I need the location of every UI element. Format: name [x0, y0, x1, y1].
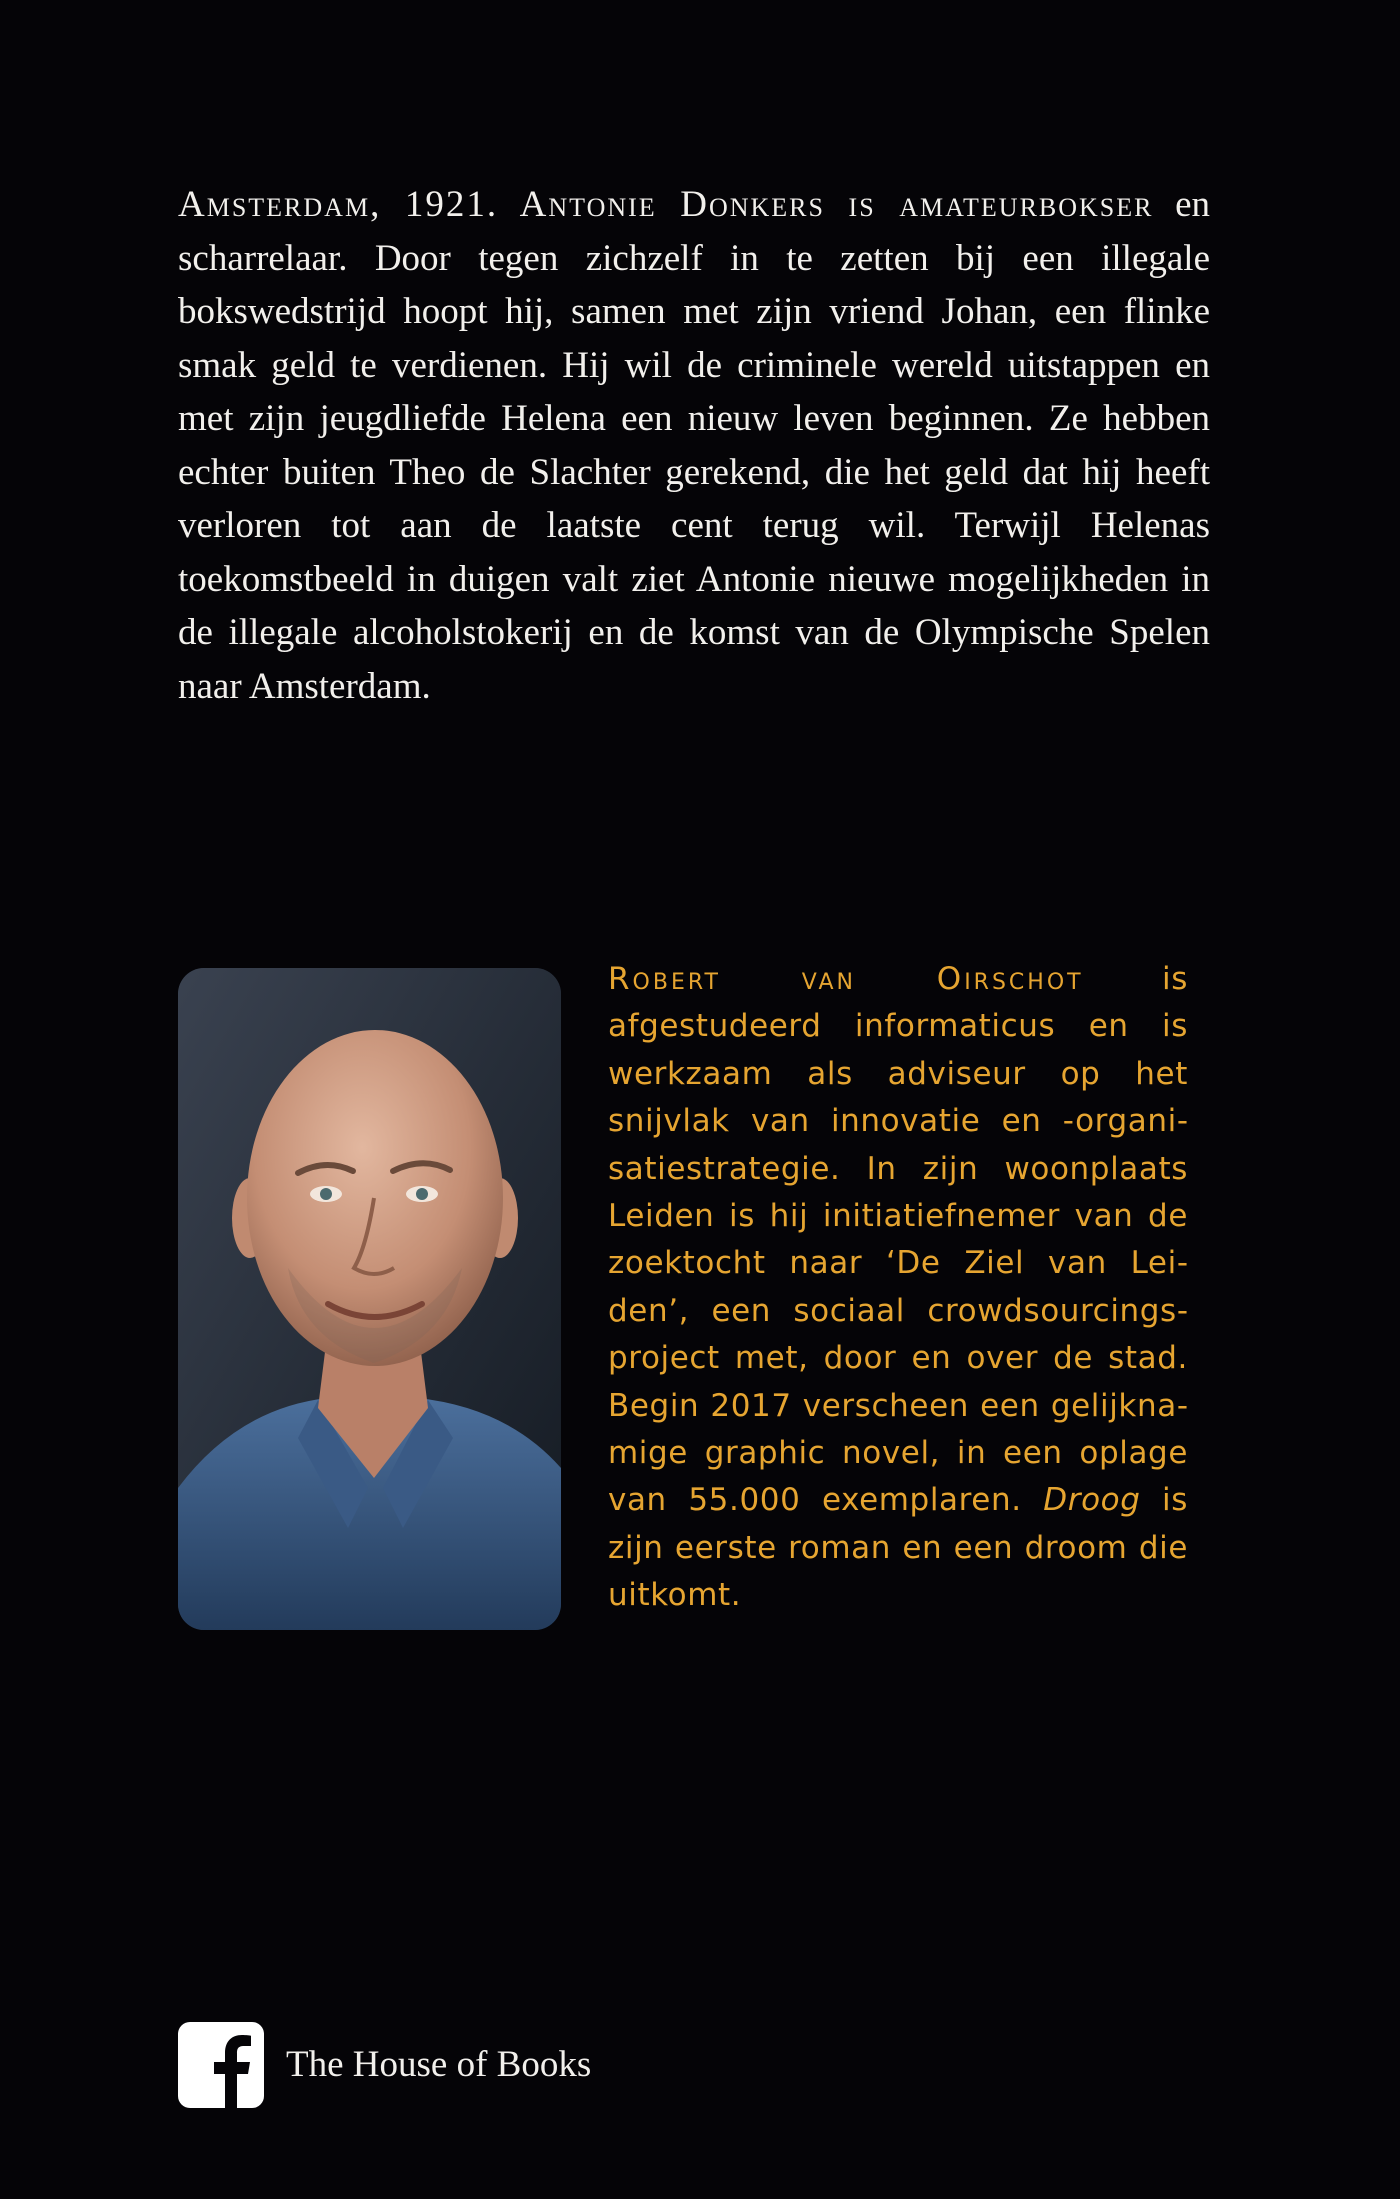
author-bio	[608, 956, 1188, 1620]
bio-text-part1: is afgestudeerd informaticus en is werkzaam als adviseur op het snijvlak van innovatie en -organisatiestrategie. In zijn woonplaats Leiden is hij initiatiefnemer van de zoektocht naar ‘De Ziel van Leiden’, een sociaal crowdsourcingsproject met, door en over de stad. Begin 2017 verscheen een gelijknamige graphic novel, in een oplage van 55.000 exemplaren.	[608, 961, 1188, 1519]
author-name: Robert van Oirschot	[608, 961, 1084, 997]
blurb-body: en scharrelaar. Door tegen zichzelf in te zetten bij een illegale bokswedstrijd hoopt hij, samen met zijn vriend Johan, een flinke smak geld te verdienen. Hij wil de criminele wereld uitstappen en met zijn jeugdliefde Helena een nieuw leven beginnen. Ze hebben echter buiten Theo de Slachter gerekend, die het geld dat hij heeft verloren tot aan de laatste cent terug wil. Terwijl Helenas toekomstbeeld in duigen valt ziet Antonie nieuwe mogelijkheden in de illegale alcoholstokerij en de komst van de Olympische Spelen naar Amsterdam.	[178, 184, 1210, 707]
publisher-name: The House of Books	[286, 2044, 592, 2085]
blurb-lead: Amsterdam, 1921. Antonie Donkers is amateurbokser	[178, 184, 1154, 225]
bio-text-part2: is zijn eerste roman en een droom die uitkomt.	[608, 1482, 1189, 1614]
facebook-icon[interactable]	[178, 2022, 264, 2108]
book-title: Droog	[1043, 1482, 1141, 1519]
author-photo	[178, 968, 561, 1630]
book-blurb	[178, 178, 1210, 713]
